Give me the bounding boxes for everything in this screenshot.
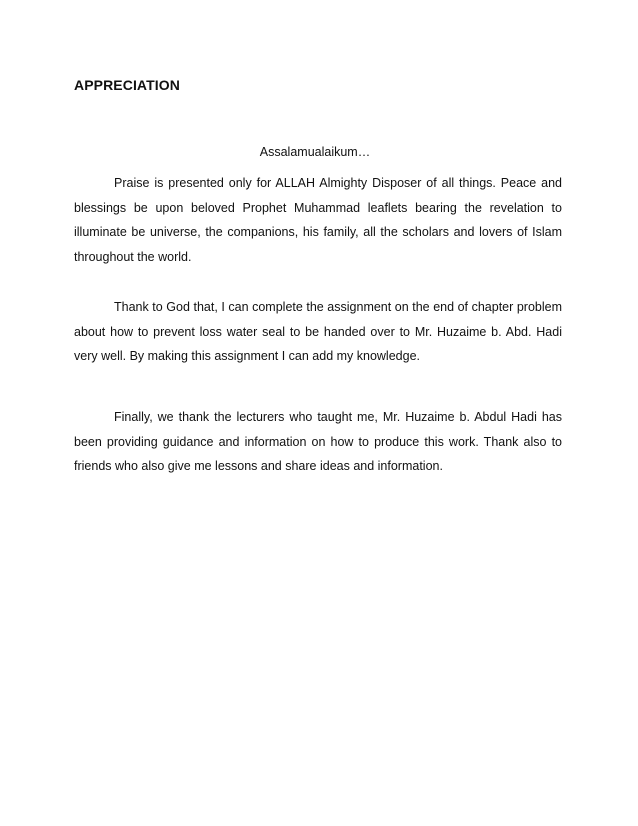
paragraph-thanks: Thank to God that, I can complete the assignment on the end of chapter problem about how to prevent loss water seal to be handed over to Mr. Huzaime b. Abd. Hadi very well. By making this assignment I can add my knowledge. xyxy=(74,300,562,363)
greeting-text: Assalamualaikum… xyxy=(259,145,371,159)
paragraph-lecturers: Finally, we thank the lecturers who taught me, Mr. Huzaime b. Abdul Hadi has been providing guidance and information on how to produce this work. Thank also to friends who also give me lessons and share ideas and information. xyxy=(74,410,562,473)
paragraph-praise: Praise is presented only for ALLAH Almighty Disposer of all things. Peace and blessings be upon beloved Prophet Muhammad leaflets bearing the revelation to illuminate be universe, the companions, his family, all the scholars and lovers of Islam throughout the world. xyxy=(74,176,562,264)
page-title: APPRECIATION xyxy=(74,77,180,93)
